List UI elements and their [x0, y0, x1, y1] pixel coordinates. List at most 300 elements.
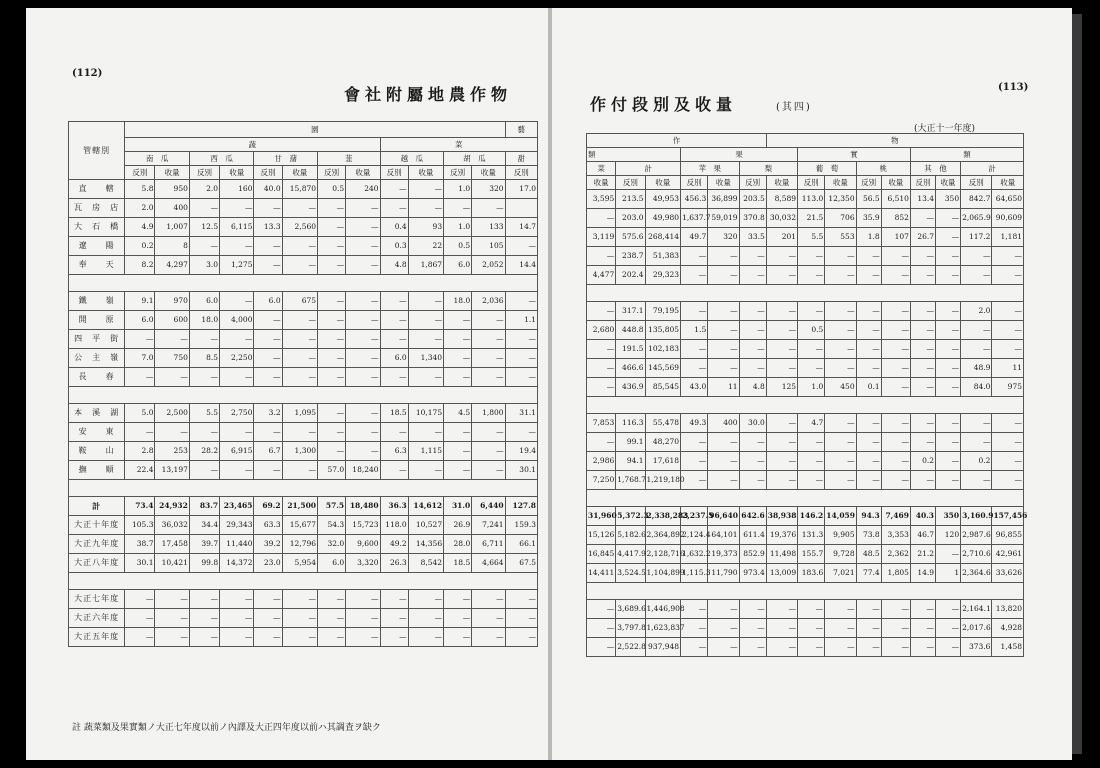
unit-area: 反別	[798, 176, 825, 190]
table-cell: —	[155, 609, 189, 628]
table-cell: 90,609	[992, 209, 1024, 228]
unit-yield: 收量	[472, 166, 505, 180]
table-cell: 4,417.9	[616, 545, 645, 564]
table-cell: —	[346, 218, 380, 237]
row-label: 直 轄	[69, 180, 125, 199]
header-class-fruit: 果	[681, 148, 798, 162]
table-cell: —	[739, 638, 766, 657]
table-cell: 7,021	[825, 564, 856, 583]
table-cell: —	[282, 349, 317, 368]
table-cell: —	[881, 378, 910, 397]
table-cell: 8.2	[125, 256, 155, 275]
table-cell: —	[587, 302, 616, 321]
table-cell: —	[681, 247, 708, 266]
table-cell: 2,522.8	[616, 638, 645, 657]
table-cell: 2,362	[881, 545, 910, 564]
table-cell: 14,612	[408, 497, 443, 516]
table-cell: 39.2	[254, 535, 282, 554]
table-cell: 253	[155, 442, 189, 461]
table-cell: 450	[825, 378, 856, 397]
table-cell: 113.0	[798, 190, 825, 209]
table-cell: 575.6	[616, 228, 645, 247]
table-cell: —	[380, 609, 408, 628]
table-cell: 12,350	[825, 190, 856, 209]
table-cell: 30,032	[766, 209, 797, 228]
table-cell: —	[318, 628, 346, 647]
table-cell: 1,095	[282, 404, 317, 423]
table-cell: —	[380, 311, 408, 330]
table-cell: 155.7	[798, 545, 825, 564]
table-cell: —	[766, 638, 797, 657]
table-cell: 26.7	[910, 228, 935, 247]
table-cell: 1,805	[881, 564, 910, 583]
table-cell: —	[708, 359, 739, 378]
table-cell: 11	[708, 378, 739, 397]
table-cell: 105	[472, 237, 505, 256]
table-cell: 14.7	[505, 218, 537, 237]
table-cell: 975	[992, 378, 1024, 397]
table-row	[69, 628, 538, 647]
table-cell: —	[282, 330, 317, 349]
table-row	[587, 638, 1024, 657]
table-cell: —	[708, 452, 739, 471]
table-row	[69, 497, 538, 516]
table-cell: 51,383	[645, 247, 681, 266]
table-cell: —	[346, 330, 380, 349]
table-cell: —	[881, 340, 910, 359]
unit-yield: 收量	[645, 176, 681, 190]
table-cell: 203.5	[739, 190, 766, 209]
table-row	[587, 190, 1024, 209]
table-cell: —	[505, 628, 537, 647]
table-cell: 373.6	[961, 638, 992, 657]
table-cell: —	[408, 368, 443, 387]
table-cell: 96,855	[992, 526, 1024, 545]
table-cell: —	[766, 302, 797, 321]
table-cell: —	[798, 619, 825, 638]
row-gap	[587, 285, 1024, 302]
table-cell: —	[346, 368, 380, 387]
table-cell: —	[472, 609, 505, 628]
table-cell: 14.9	[910, 564, 935, 583]
row-label: 奉 天	[69, 256, 125, 275]
table-cell: —	[910, 359, 935, 378]
table-cell: 1.1	[505, 311, 537, 330]
table-cell: —	[910, 247, 935, 266]
table-cell: 4.5	[444, 404, 472, 423]
table-cell: 56.5	[856, 190, 881, 209]
table-cell: —	[881, 247, 910, 266]
table-cell: —	[318, 404, 346, 423]
table-cell: 48.5	[856, 545, 881, 564]
table-cell: —	[220, 461, 254, 480]
table-cell: 1.0	[444, 218, 472, 237]
table-cell: 13.3	[254, 218, 282, 237]
table-cell: 18.5	[444, 554, 472, 573]
table-cell	[505, 199, 537, 218]
table-cell: 350	[936, 190, 961, 209]
table-cell: —	[254, 311, 282, 330]
unit-area: 反別	[125, 166, 155, 180]
table-cell: 94.1	[616, 452, 645, 471]
table-cell: 1.0	[798, 378, 825, 397]
row-label: 大正七年度	[69, 590, 125, 609]
table-cell: —	[910, 600, 935, 619]
table-cell: 950	[155, 180, 189, 199]
table-cell: —	[189, 368, 219, 387]
table-cell: 18.0	[189, 311, 219, 330]
table-cell: 6,115	[220, 218, 254, 237]
table-cell: —	[856, 471, 881, 490]
table-row	[69, 330, 538, 349]
table-cell: —	[346, 628, 380, 647]
table-cell: —	[708, 638, 739, 657]
table-row	[587, 228, 1024, 247]
table-cell: —	[739, 619, 766, 638]
row-label: 公 主 嶺	[69, 349, 125, 368]
table-cell: 852	[881, 209, 910, 228]
table-cell: 40.3	[910, 507, 935, 526]
table-cell: —	[961, 340, 992, 359]
group-header-garden: 園	[125, 122, 505, 138]
table-cell: —	[125, 590, 155, 609]
row-label: 大正八年度	[69, 554, 125, 573]
table-cell: 160	[220, 180, 254, 199]
table-cell: —	[766, 471, 797, 490]
table-row	[69, 237, 538, 256]
table-cell: —	[739, 471, 766, 490]
table-cell: —	[798, 638, 825, 657]
table-cell: 21,500	[282, 497, 317, 516]
table-cell: 11,440	[220, 535, 254, 554]
table-cell: 55,478	[645, 414, 681, 433]
table-row	[69, 256, 538, 275]
table-cell: 183.6	[798, 564, 825, 583]
table-cell: —	[318, 199, 346, 218]
table-cell: —	[380, 628, 408, 647]
table-cell: —	[936, 600, 961, 619]
table-cell: —	[910, 378, 935, 397]
group-header-vegetable: 蔬	[125, 138, 380, 152]
table-cell: 99.8	[189, 554, 219, 573]
unit-yield: 收量	[936, 176, 961, 190]
table-cell: —	[505, 349, 537, 368]
table-cell: —	[346, 404, 380, 423]
table-cell: —	[766, 452, 797, 471]
row-gap	[587, 583, 1024, 600]
table-cell: 18,240	[346, 461, 380, 480]
table-cell: —	[766, 247, 797, 266]
fruit-header: 計	[961, 162, 1024, 176]
table-cell: —	[910, 619, 935, 638]
veg-tail-header: 菜	[587, 162, 616, 176]
table-row	[69, 423, 538, 442]
table-cell: 18.5	[380, 404, 408, 423]
table-cell: 238.7	[616, 247, 645, 266]
table-cell: 213.5	[616, 190, 645, 209]
table-cell: 11,498	[766, 545, 797, 564]
table-cell: —	[346, 423, 380, 442]
table-cell: —	[380, 461, 408, 480]
table-cell: 4.7	[798, 414, 825, 433]
table-cell: 0.5	[798, 321, 825, 340]
table-cell: 9.1	[125, 292, 155, 311]
unit-yield: 收量	[346, 166, 380, 180]
table-cell: 6.0	[444, 256, 472, 275]
table-cell: —	[318, 292, 346, 311]
table-cell: 1.5	[681, 321, 708, 340]
table-row	[587, 564, 1024, 583]
table-cell: 12.5	[189, 218, 219, 237]
table-cell: 2.0	[961, 302, 992, 321]
table-cell: —	[910, 414, 935, 433]
table-cell: —	[992, 452, 1024, 471]
table-cell: 17,458	[155, 535, 189, 554]
row-gap	[69, 573, 538, 590]
table-row	[69, 609, 538, 628]
table-cell: 30.0	[739, 414, 766, 433]
fruit-header: 苹 果	[681, 162, 740, 176]
table-cell: —	[681, 302, 708, 321]
table-cell: —	[910, 433, 935, 452]
table-cell: 10,421	[155, 554, 189, 573]
table-cell: 1,768.7	[616, 471, 645, 490]
table-cell: —	[936, 619, 961, 638]
table-cell: —	[408, 199, 443, 218]
table-cell: —	[708, 302, 739, 321]
table-cell: 15,677	[282, 516, 317, 535]
table-cell: 3.2	[254, 404, 282, 423]
header-class-left: 類	[587, 148, 681, 162]
table-cell: —	[856, 359, 881, 378]
table-cell: 157,456	[992, 507, 1024, 526]
table-cell: —	[189, 330, 219, 349]
table-cell: 1,115.3	[681, 564, 708, 583]
table-cell: —	[472, 330, 505, 349]
table-cell: —	[444, 461, 472, 480]
table-cell: 26.9	[444, 516, 472, 535]
table-cell: 6,440	[472, 497, 505, 516]
table-cell: —	[936, 321, 961, 340]
table-cell: 8.5	[189, 349, 219, 368]
table-cell: —	[282, 590, 317, 609]
table-cell: —	[318, 423, 346, 442]
table-cell: —	[444, 199, 472, 218]
table-cell: —	[408, 292, 443, 311]
unit-yield: 收量	[155, 166, 189, 180]
table-row	[587, 359, 1024, 378]
table-cell: 26.3	[380, 554, 408, 573]
table-cell: —	[380, 423, 408, 442]
table-row	[587, 526, 1024, 545]
table-cell: —	[961, 471, 992, 490]
table-cell: 39.7	[189, 535, 219, 554]
table-cell: —	[282, 368, 317, 387]
table-cell: —	[408, 423, 443, 442]
table-cell: 31.0	[444, 497, 472, 516]
unit-area: 反別	[254, 166, 282, 180]
table-cell: —	[708, 247, 739, 266]
table-cell: —	[825, 359, 856, 378]
table-cell: —	[282, 609, 317, 628]
table-cell: —	[254, 237, 282, 256]
table-cell: —	[472, 311, 505, 330]
unit-area: 反別	[380, 166, 408, 180]
table-cell: —	[992, 471, 1024, 490]
table-row	[587, 247, 1024, 266]
table-cell: —	[220, 292, 254, 311]
table-cell: 973.4	[739, 564, 766, 583]
table-cell: —	[505, 330, 537, 349]
unit-yield: 收量	[220, 166, 254, 180]
row-label: 開 原	[69, 311, 125, 330]
table-cell: —	[708, 340, 739, 359]
table-cell: 15,126	[587, 526, 616, 545]
header-class-fruit-far: 類	[910, 148, 1023, 162]
row-label: 大正九年度	[69, 535, 125, 554]
table-cell: —	[380, 368, 408, 387]
table-cell: 6.3	[380, 442, 408, 461]
table-cell: —	[505, 590, 537, 609]
table-cell: 937,948	[645, 638, 681, 657]
table-cell: —	[856, 266, 881, 285]
table-cell: 28.2	[189, 442, 219, 461]
table-cell: 0.2	[910, 452, 935, 471]
table-cell: 842.7	[961, 190, 992, 209]
table-cell: 63.3	[254, 516, 282, 535]
table-cell: —	[992, 340, 1024, 359]
table-cell: 33.5	[739, 228, 766, 247]
fiscal-year: (大正十一年度)	[914, 124, 976, 134]
table-cell: —	[936, 545, 961, 564]
table-cell: 133	[472, 218, 505, 237]
table-cell: 57.5	[318, 497, 346, 516]
table-cell: —	[318, 311, 346, 330]
table-cell: 57.0	[318, 461, 346, 480]
table-cell: —	[825, 471, 856, 490]
table-cell: —	[739, 433, 766, 452]
table-cell: 852.9	[739, 545, 766, 564]
table-cell: 13.4	[910, 190, 935, 209]
table-cell: 79,195	[645, 302, 681, 321]
page-number-left: (112)	[72, 68, 103, 79]
table-cell: —	[681, 359, 708, 378]
table-cell: —	[766, 433, 797, 452]
table-cell: —	[155, 628, 189, 647]
table-cell: 7,241	[472, 516, 505, 535]
table-cell: 48,270	[645, 433, 681, 452]
table-cell: —	[961, 414, 992, 433]
table-row	[69, 199, 538, 218]
table-cell: 19.4	[505, 442, 537, 461]
table-cell: 9,728	[825, 545, 856, 564]
table-cell: —	[189, 237, 219, 256]
table-cell: 34.4	[189, 516, 219, 535]
table-cell: —	[681, 452, 708, 471]
table-cell: —	[992, 414, 1024, 433]
table-cell: —	[936, 452, 961, 471]
table-cell: 675	[282, 292, 317, 311]
table-row	[587, 209, 1024, 228]
table-cell: 73.8	[856, 526, 881, 545]
unit-area: 反別	[961, 176, 992, 190]
table-cell: —	[825, 619, 856, 638]
table-cell: —	[220, 199, 254, 218]
table-cell: 0.4	[380, 218, 408, 237]
table-cell: —	[444, 423, 472, 442]
table-row	[587, 433, 1024, 452]
table-cell: —	[254, 628, 282, 647]
table-cell: —	[472, 442, 505, 461]
table-cell: 2,237.5	[681, 507, 708, 526]
table-cell: 33,626	[992, 564, 1024, 583]
table-cell: —	[961, 433, 992, 452]
table-cell: 0.5	[444, 237, 472, 256]
table-cell: 4,928	[992, 619, 1024, 638]
table-cell: —	[346, 199, 380, 218]
table-cell: 3,353	[881, 526, 910, 545]
table-cell: 13,820	[992, 600, 1024, 619]
table-cell: 15,870	[282, 180, 317, 199]
table-cell: —	[318, 330, 346, 349]
table-cell: —	[708, 266, 739, 285]
table-cell: —	[254, 330, 282, 349]
table-cell: 13,197	[155, 461, 189, 480]
table-cell: 11	[992, 359, 1024, 378]
table-cell: —	[936, 340, 961, 359]
unit-yield: 收量	[587, 176, 616, 190]
table-cell: 2,750	[220, 404, 254, 423]
table-cell: —	[798, 600, 825, 619]
table-cell: 8,542	[408, 554, 443, 573]
table-cell: 5,954	[282, 554, 317, 573]
table-cell: —	[220, 609, 254, 628]
table-cell: —	[472, 628, 505, 647]
table-cell: 12,796	[282, 535, 317, 554]
table-cell: 3.0	[189, 256, 219, 275]
table-cell: —	[881, 619, 910, 638]
table-cell: 118.0	[380, 516, 408, 535]
table-row	[587, 600, 1024, 619]
row-gap	[587, 397, 1024, 414]
table-row	[587, 302, 1024, 321]
table-cell: 10,175	[408, 404, 443, 423]
table-cell: 49,980	[645, 209, 681, 228]
table-cell: —	[254, 199, 282, 218]
table-cell: 2.0	[189, 180, 219, 199]
table-cell: 1,637.7	[681, 209, 708, 228]
table-cell: 191.5	[616, 340, 645, 359]
table-cell: 22	[408, 237, 443, 256]
table-cell: 29,343	[220, 516, 254, 535]
unit-yield: 收量	[766, 176, 797, 190]
table-cell: —	[220, 590, 254, 609]
table-cell: 6.0	[318, 554, 346, 573]
table-cell: —	[739, 302, 766, 321]
table-cell: 3,119	[587, 228, 616, 247]
table-cell: —	[318, 368, 346, 387]
table-cell: 18.0	[444, 292, 472, 311]
table-cell: 99.1	[616, 433, 645, 452]
table-cell: —	[587, 340, 616, 359]
table-cell: —	[739, 340, 766, 359]
table-cell: —	[125, 368, 155, 387]
table-cell: 2,017.6	[961, 619, 992, 638]
table-cell: 4.8	[739, 378, 766, 397]
table-row	[587, 452, 1024, 471]
table-cell: 96,640	[708, 507, 739, 526]
table-cell: —	[444, 628, 472, 647]
